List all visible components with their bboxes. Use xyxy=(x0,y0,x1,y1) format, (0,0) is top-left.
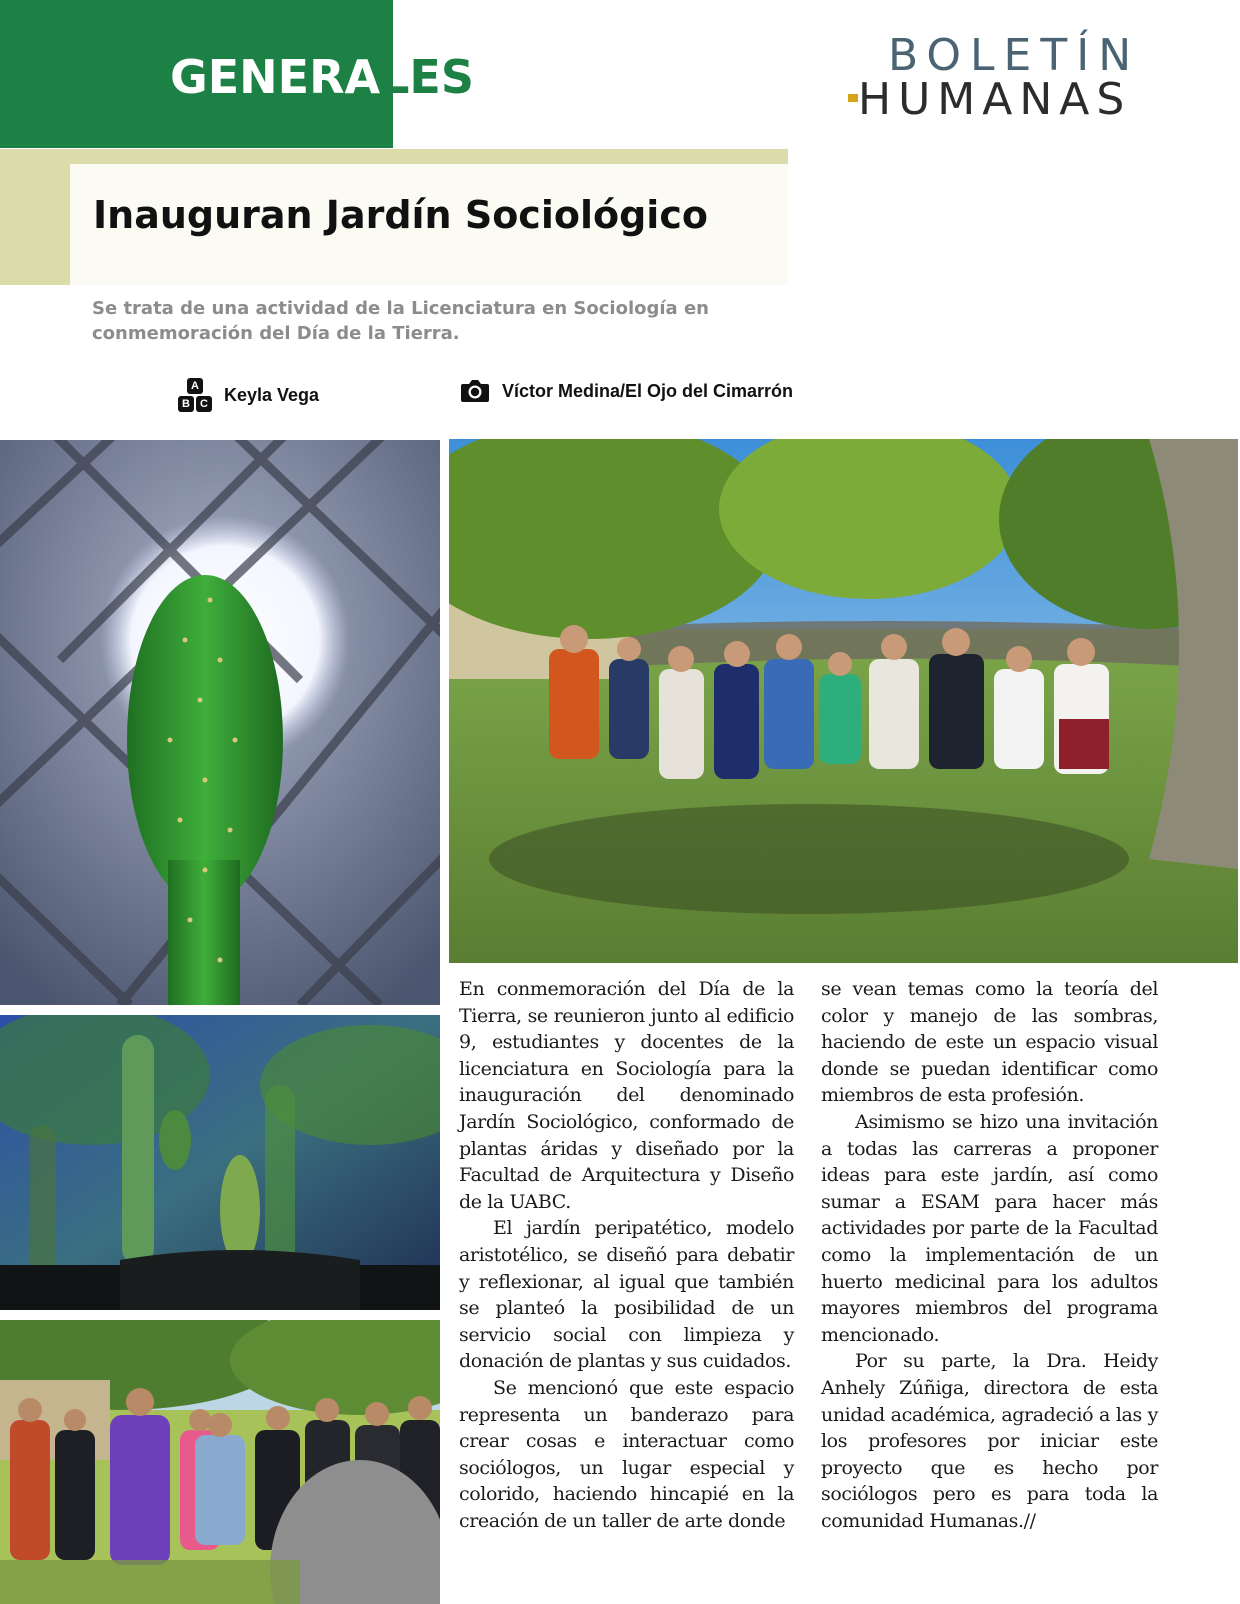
group-photo xyxy=(449,439,1238,963)
camera-icon xyxy=(460,378,490,404)
section-label xyxy=(170,50,474,104)
crowd-photo xyxy=(0,1320,440,1604)
section-label-part2: LES xyxy=(380,50,474,104)
boletin-humanas-logo xyxy=(858,30,1178,126)
paragraph: Se mencionó que este espacio representa un banderazo para crear cosas e interactuar como sociólogos, un lugar especial y colorido, haciendo hincapié en la creación de un taller de arte donde xyxy=(459,1376,794,1532)
author-name: Keyla Vega xyxy=(224,384,320,405)
article-headline: Inauguran Jardín Sociológico xyxy=(93,193,708,237)
author-credit xyxy=(178,378,319,412)
cactus-closeup-photo xyxy=(0,440,440,1005)
logo-accent-mark xyxy=(848,94,858,102)
paragraph: Asimismo se hizo una invitación a todas las carreras a proponer ideas para este jardín, así como sumar a ESAM para hacer más actividades por parte de la Facultad como la implementación de un huerto medicinal para los adultos mayores miembros del programa mencionado. xyxy=(821,1110,1158,1346)
abc-blocks-icon: A B C xyxy=(178,378,212,412)
photographer-name: Víctor Medina/El Ojo del Cimarrón xyxy=(502,380,794,401)
logo-line2: HUMANAS xyxy=(858,74,1132,125)
paragraph: El jardín peripatético, modelo aristotélico, se diseñó para debatir y reflexionar, al igual que también se planteó la posibilidad de un servicio social con limpieza y donación de plantas y sus cuidados. xyxy=(459,1217,794,1373)
title-band-left xyxy=(0,149,70,285)
article-column-right xyxy=(821,976,1158,1534)
title-band-top xyxy=(0,149,788,164)
photo-credit xyxy=(460,378,793,404)
article-column-left xyxy=(459,976,794,1534)
paragraph: Por su parte, la Dra. Heidy Anhely Zúñiga, directora de esta unidad académica, agradeció a las y los profesores por iniciar este proyecto que es hecho por sociólogos pero es para toda la comunidad Humanas.// xyxy=(821,1350,1158,1532)
paragraph: En conmemoración del Día de la Tierra, se reunieron junto al edificio 9, estudiantes y docentes de la licenciatura en Sociología para la inauguración del denominado Jardín Sociológico, conformado de plantas áridas y diseñado por la Facultad de Arquitectura y Diseño de la UABC. xyxy=(459,978,794,1213)
logo-line1: BOLETÍN xyxy=(888,30,1141,81)
small-cacti-photo xyxy=(0,1015,440,1310)
article-subtitle: Se trata de una actividad de la Licenciatura en Sociología en conmemoración del Día de la Tierra. xyxy=(92,298,709,344)
section-label-part1: GENERA xyxy=(170,50,381,104)
paragraph: se vean temas como la teoría del color y manejo de las sombras, haciendo de este un espacio visual donde se puedan identificar como miembros de esta profesión. xyxy=(821,978,1158,1107)
